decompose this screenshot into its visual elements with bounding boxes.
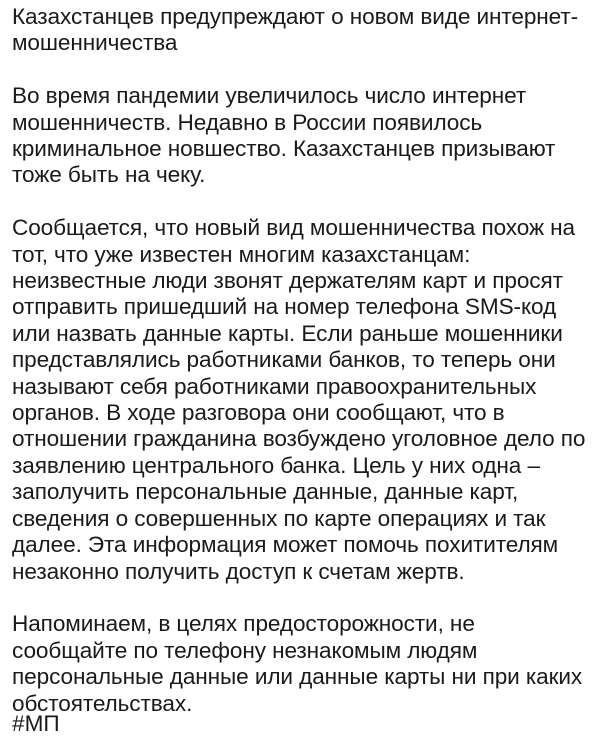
article	[12, 4, 592, 717]
article-paragraph-2: Сообщается, что новый вид мошенничества похож на тот, что уже известен многим казахстанцам: неизвестные люди звонят держателям карт и просят отправить пришедший на номер телефона SMS-код или назвать данные карты. Если раньше мошенники представлялись работниками банков, то теперь они называют себя работниками правоохранительных органов. В ходе разговора они сообщают, что в отношении гражданина возбуждено уголовное дело по заявлению центрального банка. Цель у них одна – заполучить персональные данные, данные карт, сведения о совершенных по карте операциях и так далее. Эта информация может помочь похитителям незаконно получить доступ к счетам жертв.	[12, 215, 586, 584]
article-paragraph-1: Во время пандемии увеличилось число интернет мошенничеств. Недавно в России появилось криминальное новшество. Казахстанцев призывают тоже быть на чеку.	[12, 83, 556, 188]
article-paragraph-3: Напоминаем, в целях предосторожности, не сообщайте по телефону незнакомым людям персональные данные или данные карты ни при каких обстоятельствах.	[12, 611, 583, 716]
article-title: Казахстанцев предупреждают о новом виде интернет-мошенничества	[12, 4, 579, 56]
hashtag-text: #МП	[12, 711, 60, 736]
